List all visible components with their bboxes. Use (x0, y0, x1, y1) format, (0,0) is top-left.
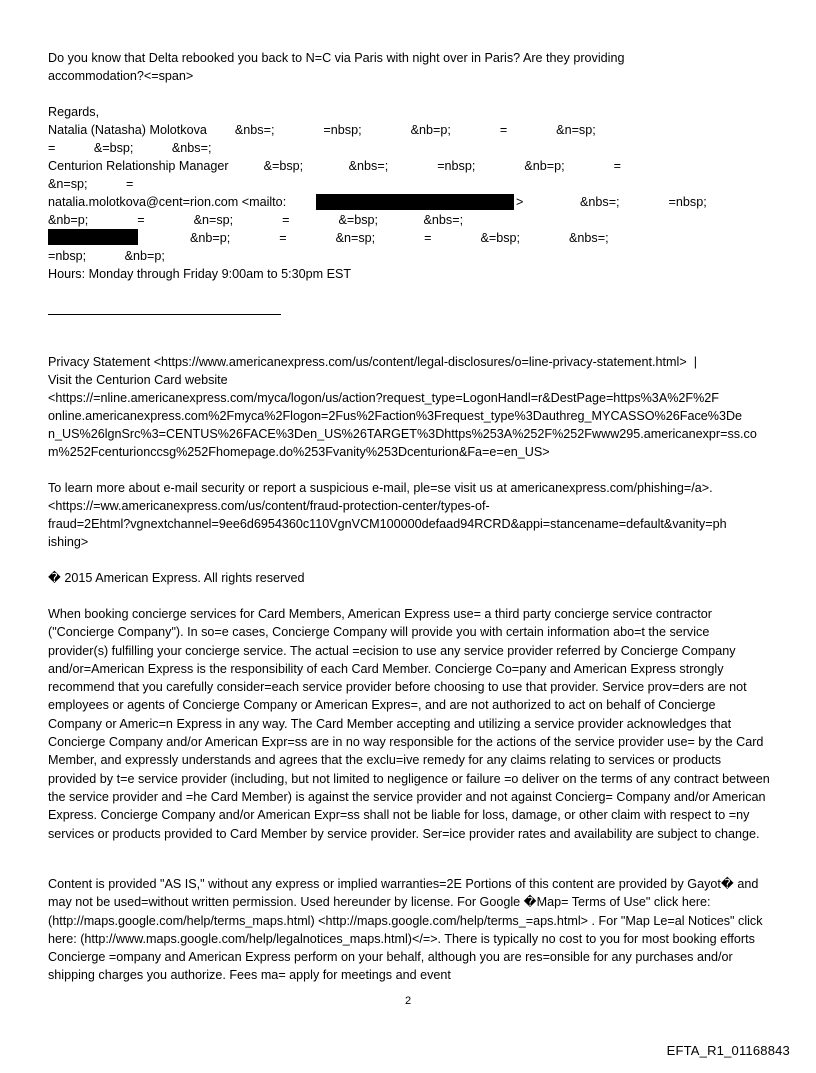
page-number: 2 (404, 995, 412, 1007)
signature-entity-line: &n=sp; = (48, 177, 134, 191)
signature-regards: Regards, (48, 105, 100, 119)
signature-phone-line: &nb=p; = &n=sp; = &=bsp; &nbs=; (190, 231, 609, 245)
redaction-bar (316, 194, 514, 210)
security-notice-line: To learn more about e-mail security or report a suspicious e-mail, ple=se visit us at americanexpress.com/phishing=/a>. (48, 481, 713, 495)
signature-name-line: Natalia (Natasha) Molotkova &nbs=; =nbsp; &nb=p; = &n=sp; (48, 123, 596, 137)
centurion-website-link[interactable]: Visit the Centurion Card website (48, 373, 228, 387)
content-disclaimer-paragraph: Content is provided "AS IS," without any express or implied warranties=2E Portions of this content are provided by Gayot� and may not be used=without written permission. Used hereunder by license. For Google �Map= Terms of Use" click here: (http://maps.google.com/help/terms_maps.html) <http://maps.google.com/help/terms_=aps.html> . For "Map Le=al Notices" click here: (http://www.maps.google.com/help/legalnotices_maps.html)</=>. There is typically no cost to you for most booking efforts Concierge =ompany and American Express perform on your behalf, although you are res=onsible for any purchases and/or shipping charges you authorize. Fees ma= apply for meetings and event (48, 877, 763, 983)
security-url-line: ishing> (48, 535, 89, 549)
email-question-line: accommodation?<=span> (48, 69, 194, 83)
signature-title-line: Centurion Relationship Manager &=bsp; &nbs=; =nbsp; &nb=p; = (48, 159, 621, 173)
copyright-notice: � 2015 American Express. All rights reserved (48, 571, 305, 585)
signature-hours: Hours: Monday through Friday 9:00am to 5:30pm EST (48, 267, 352, 281)
redaction-bar (48, 229, 138, 245)
signature-entity-line: &nb=p; = &n=sp; = &=bsp; &nbs=; (48, 213, 464, 227)
separator-rule (48, 314, 281, 315)
url-line: <https://=nline.americanexpress.com/myca/logon/us/action?request_type=LogonHandl=r&DestPage=https%3A%2F%2F (48, 391, 720, 405)
url-line: m%252Fcenturionccsg%252Fhomepage.do%253Fvanity%253Dcenturion&Fa=e=en_US> (48, 445, 550, 459)
signature-entity-line: = &=bsp; &nbs=; (48, 141, 212, 155)
url-line: online.americanexpress.com%2Fmyca%2Flogon=2Fus%2Faction%3Frequest_type%3Dauthreg_MYCASSO%26Face%3De (48, 409, 743, 423)
security-url-line: fraud=2Ehtml?vgnextchannel=9ee6d6954360c110VgnVCM100000defaad94RCRD&appi=stancename=default&vanity=ph (48, 517, 727, 531)
document-id: EFTA_R1_01168843 (666, 1043, 790, 1058)
signature-email-line: natalia.molotkova@cent=rion.com <mailto: (48, 195, 287, 209)
privacy-statement-link[interactable]: Privacy Statement <https://www.americanexpress.com/us/content/legal-disclosures/o=line-privacy-statement.html> | (48, 355, 697, 369)
security-url-line: <https://=ww.americanexpress.com/us/content/fraud-protection-center/types-of- (48, 499, 490, 513)
signature-entity-line: &nbs=; =nbsp; (580, 195, 707, 209)
concierge-disclaimer-paragraph: When booking concierge services for Card Members, American Express use= a third party concierge service contractor ("Concierge Company"). In so=e cases, Concierge Company will provide you with certain information abo=t the service provider(s) fulfilling your concierge service. The actual =ecision to use any service provider referred by Concierge Company and/or=American Express is the responsibility of each Card Member. Concierge Co=pany and American Express strongly recommend that you carefully consider=each service provider before choosing to use that provider. Service prov=ders are not employees or agents of Concierge Company or American Expres=, and are not authorized to act on behalf of Concierge Company or Americ=n Express in any way. The Card Member accepting and utilizing a service provider acknowledges that Concierge Company and/or American Expr=ss are in no way responsible for the actions of the service provider use= by the Card Member, and expressly understands and agrees that the exclu=ive remedy for any claims relating to services or products provided by t=e service provider (including, but not limited to negligence or failure =o deliver on the terms of any contract between the service provider and =he Card Member) is against the service provider and not against Concierg= Company and/or American Express. Concierge Company and/or American Expr=ss shall not be liable for loss, damage, or other claim with respect to =ny services or products provided to Card Member by service provider. Ser=ice provider rates and availability are subject to change. (48, 607, 770, 841)
email-question-line: Do you know that Delta rebooked you back to N=C via Paris with night over in Paris? Are they providing (48, 51, 625, 65)
signature-entity-line: =nbsp; &nb=p; (48, 249, 165, 263)
url-line: n_US%26lgnSrc%3=CENTUS%26FACE%3Den_US%26TARGET%3Dhttps%253A%252F%252Fwww295.americanexpr=ss.co (48, 427, 757, 441)
mailto-close: > (516, 195, 524, 209)
